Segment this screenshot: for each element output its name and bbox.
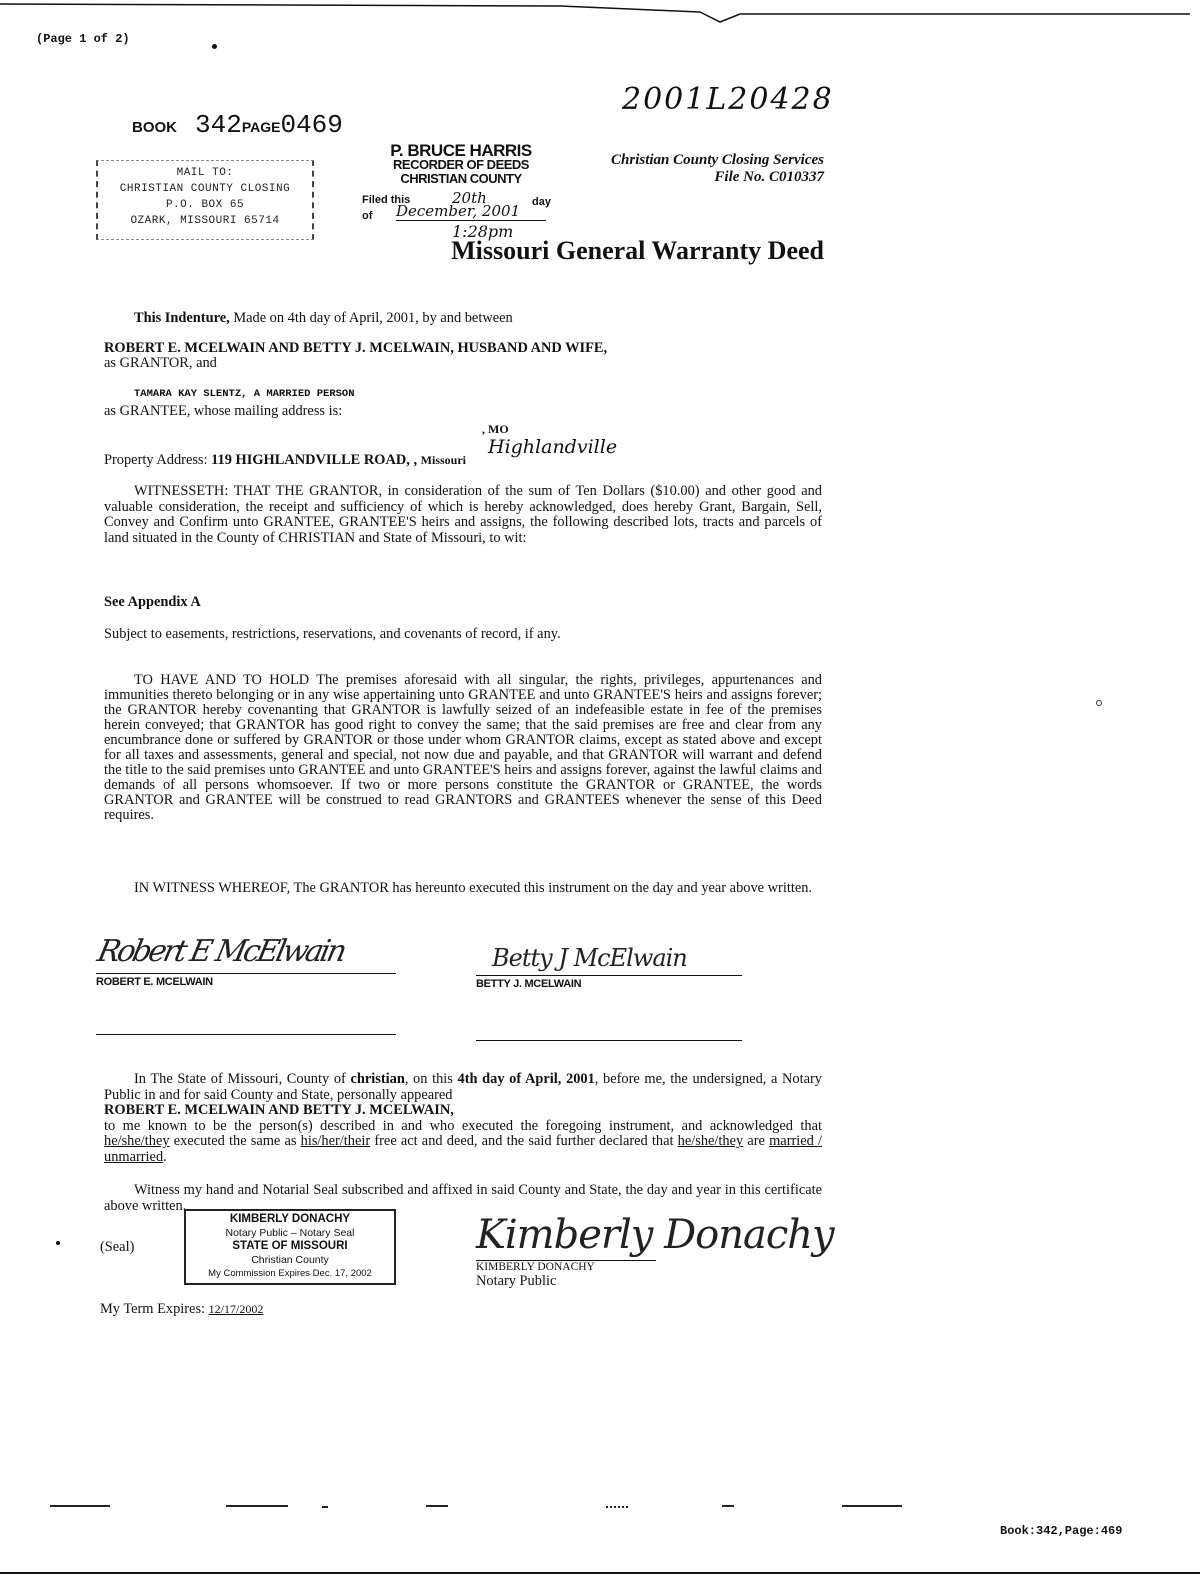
footer-mark (722, 1505, 734, 1507)
indenture-line (134, 311, 513, 327)
notary-signature: Kimberly Donachy (476, 1212, 834, 1258)
filed-month-year: December, 2001 (396, 202, 546, 221)
grantor-name-right: BETTY J. MCELWAIN (476, 978, 582, 990)
blank-sig-line-left (96, 1034, 396, 1035)
recorder-title: RECORDER OF DEEDS (393, 157, 529, 172)
grantee-role: as GRANTEE, whose mailing address is: (104, 403, 343, 419)
speck (56, 1241, 60, 1245)
footer-mark (322, 1506, 328, 1508)
ack-text: , on this (404, 1071, 458, 1087)
seal-line: Christian County (251, 1253, 329, 1266)
mail-to-line: P.O. BOX 65 (165, 199, 245, 211)
document-title: Missouri General Warranty Deed (451, 236, 824, 265)
day-word: day (532, 196, 551, 208)
blank-sig-line-right (476, 1040, 742, 1041)
page-label: (Page 1 of 2) (36, 32, 130, 46)
scan-edge (0, 0, 1200, 30)
property-label: Property Address: (104, 452, 208, 468)
ack-date: 4th day of April, 2001 (457, 1071, 595, 1087)
witness-seal-paragraph: Witness my hand and Notarial Seal subscribed and affixed in said County and State, the day and year in this certificate above written. (104, 1182, 822, 1214)
term-expires (100, 1302, 263, 1318)
filed-day: 20th (452, 189, 487, 207)
seal-line: Notary Public – Notary Seal (225, 1226, 355, 1239)
ack-possessive: his/her/their (300, 1133, 371, 1150)
notary-title: Notary Public (476, 1273, 557, 1289)
indenture-text: Made on 4th day of April, 2001, by and between (229, 310, 513, 326)
footer-mark (842, 1505, 902, 1507)
book-page-ref (132, 110, 343, 140)
ack-text: executed the same as (169, 1133, 301, 1150)
footer-mark (226, 1505, 288, 1507)
seal-label: (Seal) (100, 1239, 135, 1255)
closing-company-name: Christian County Closing Services (611, 152, 824, 168)
scan-bottom-edge (0, 1572, 1200, 1574)
grantor-names: ROBERT E. MCELWAIN AND BETTY J. MCELWAIN, HUSBAND AND WIFE, (104, 340, 608, 356)
witness-whereof: IN WITNESS WHEREOF, The GRANTOR has hereunto executed this instrument on the day and year above written. (134, 880, 813, 896)
ack-text: , before me, the undersigned, a Notary Public in and for said County and State, personally appeared (104, 1071, 822, 1103)
footer-book-page: Book:342,Page:469 (1000, 1524, 1123, 1538)
recorder-county: CHRISTIAN COUNTY (400, 171, 522, 186)
sig-rule-left (96, 973, 396, 974)
recorder-stamp (376, 141, 546, 186)
grantor-signature-betty: Betty J McElwain (492, 944, 687, 972)
appendix-reference: See Appendix A (104, 594, 201, 610)
property-address: 119 HIGHLANDVILLE ROAD, , (211, 452, 418, 468)
property-line (104, 453, 466, 469)
ack-text: free act and deed, and the said further declared that (370, 1133, 678, 1150)
file-number: File No. C010337 (714, 169, 824, 185)
book-word: BOOK (132, 119, 177, 136)
grantee-names: TAMARA KAY SLENTZ, A MARRIED PERSON (134, 388, 355, 400)
of-word: of (362, 210, 373, 222)
state-abbr: , MO (482, 422, 509, 436)
sig-rule-right (476, 975, 742, 976)
city-handwritten: Highlandville (488, 436, 618, 458)
grantor-signature-robert: Robert E McElwain (94, 934, 348, 969)
habendum-paragraph: TO HAVE AND TO HOLD The premises aforesaid with all singular, the rights, privileges, appurtenances and immunities thereto belonging or in any wise appertaining unto GRANTEE and unto GRANTEE'S heirs and assigns forever; the GRANTOR hereby covenanting that GRANTOR is lawfully seized of an indefeasible estate in fee of the premises herein conveyed; that GRANTOR has good right to convey the same; that the said premises are free and clear from any encumbrance done or suffered by GRANTOR or those under whom GRANTOR claims, except as stated above and except for all taxes and assessments, general and special, not now due and payable, and that GRANTOR will warrant and defend the title to the said premises unto GRANTEE and unto GRANTEE'S heirs and assigns forever, against the lawful claims and demands of all persons whomsoever. If two or more persons constitute the GRANTOR or GRANTEE, the words GRANTOR and GRANTEE will be construed to read GRANTORS and GRANTEES whenever the sense of this Deed requires. (104, 672, 822, 823)
mail-to-stamp (96, 160, 314, 240)
ack-names: ROBERT E. MCELWAIN AND BETTY J. MCELWAIN, (104, 1102, 454, 1119)
grantor-role: as GRANTOR, and (104, 355, 217, 371)
mail-to-line: OZARK, MISSOURI 65714 (130, 215, 280, 227)
mail-to-line: CHRISTIAN COUNTY CLOSING (119, 183, 291, 195)
recorder-name: P. BRUCE HARRIS (390, 141, 532, 160)
filed-time: 1:28pm (452, 222, 514, 241)
footer-mark (606, 1506, 628, 1508)
ack-pronoun: he/she/they (104, 1133, 170, 1150)
subject-to: Subject to easements, restrictions, reservations, and covenants of record, if any. (104, 626, 561, 642)
ack-text: . (163, 1148, 167, 1165)
notary-acknowledgment (104, 1072, 822, 1166)
ack-marital: married / unmarried (104, 1133, 823, 1165)
ack-text: In The State of Missouri, County of (134, 1071, 351, 1087)
term-label: My Term Expires: (100, 1301, 206, 1317)
page-number: 0469 (280, 110, 343, 140)
closing-company (560, 152, 824, 186)
witnesseth-paragraph: WITNESSETH: THAT THE GRANTOR, in consideration of the sum of Ten Dollars ($10.00) and other good and valuable consideration, the receipt and sufficiency of which is hereby acknowledged, does hereby Grant, Bargain, Sell, Convey and Confirm unto GRANTEE, GRANTEE'S heirs and assigns, the following described lots, tracts and parcels of land situated in the County of CHRISTIAN and State of Missouri, to wit: (104, 483, 822, 546)
footer-mark (50, 1505, 110, 1507)
notary-name: KIMBERLY DONACHY (476, 1261, 595, 1273)
filed-prefix: Filed this (362, 194, 411, 206)
indenture-prefix: This Indenture, (134, 310, 230, 326)
ack-pronoun: he/she/they (677, 1133, 744, 1150)
grantor-name-left: ROBERT E. MCELWAIN (96, 976, 213, 988)
book-number: 342 (195, 110, 242, 140)
term-date: 12/17/2002 (208, 1302, 264, 1316)
footer-mark (426, 1505, 448, 1507)
record-number: 2001L20428 (622, 82, 834, 117)
page-word: PAGE (241, 119, 281, 135)
speck (1096, 700, 1102, 706)
ack-text: to me known to be the person(s) described in and who executed the foregoing instrument, and acknowledged that (104, 1117, 822, 1134)
seal-line: KIMBERLY DONACHY (229, 1213, 351, 1225)
ack-text: are (743, 1133, 770, 1150)
ack-county: christian (350, 1071, 405, 1087)
speck (212, 44, 217, 49)
mail-to-line: MAIL TO: (176, 167, 234, 179)
ack-body (104, 1119, 822, 1166)
seal-line: My Commission Expires Dec. 17, 2002 (208, 1268, 372, 1279)
seal-line: STATE OF MISSOURI (232, 1240, 348, 1252)
property-state: Missouri (420, 453, 466, 467)
notary-seal-stamp (184, 1209, 396, 1285)
